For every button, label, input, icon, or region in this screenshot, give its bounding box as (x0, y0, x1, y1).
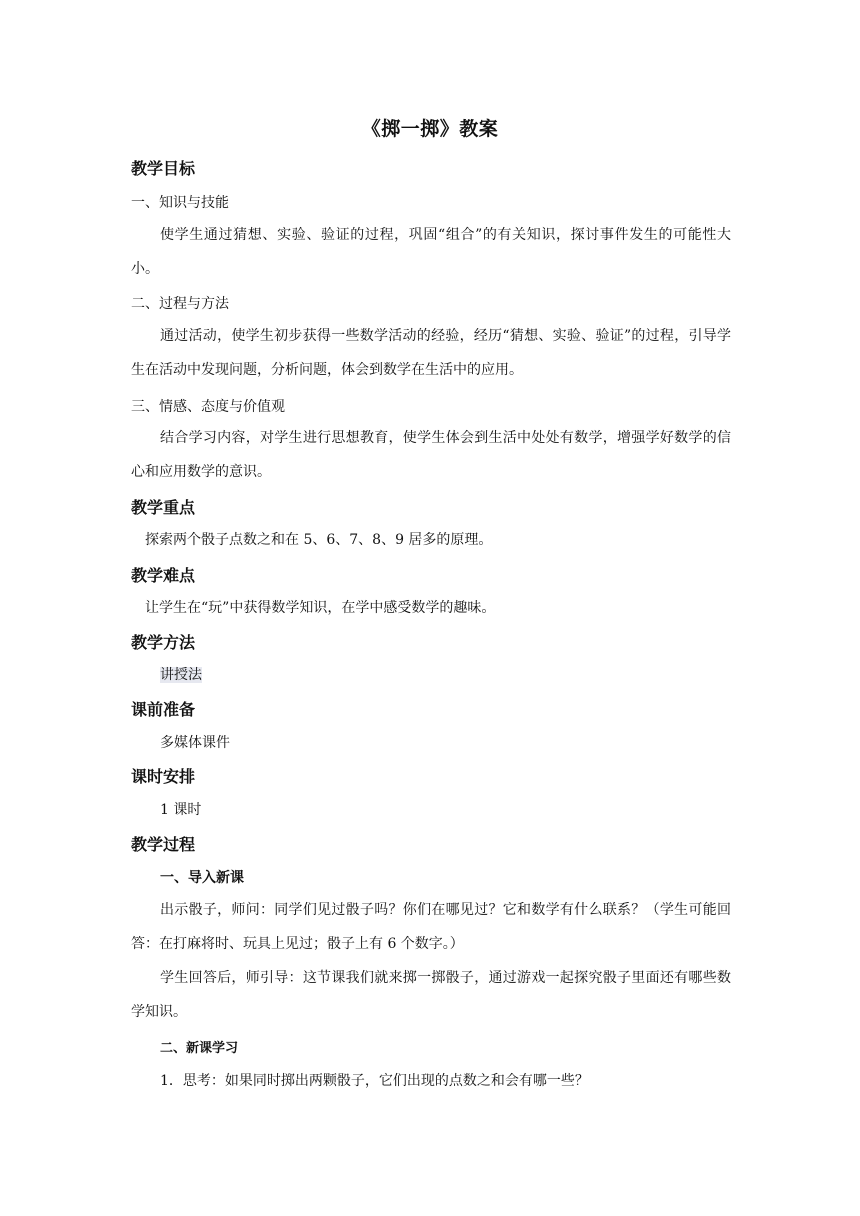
step1-paragraph-1: 出示骰子，师问：同学们见过骰子吗？你们在哪见过？它和数学有什么联系？（学生可能回答：在打麻将时、玩具上见过；骰子上有 6 个数字。） (131, 902, 731, 952)
heading-key-points: 教学重点 (131, 498, 196, 517)
difficulties-text: 让学生在“玩”中获得数学知识，在学中感受数学的趣味。 (145, 600, 496, 616)
schedule-text: 1 课时 (160, 802, 202, 818)
goal2-heading: 二、过程与方法 (131, 296, 229, 312)
heading-teaching-goals: 教学目标 (131, 159, 196, 178)
goal1-heading: 一、知识与技能 (131, 195, 229, 211)
heading-process: 教学过程 (131, 835, 196, 854)
heading-method: 教学方法 (131, 633, 196, 652)
heading-schedule: 课时安排 (131, 767, 196, 786)
step2-item-1: 1．思考：如果同时掷出两颗骰子，它们出现的点数之和会有哪一些？ (160, 1073, 589, 1089)
goal1-text: 使学生通过猜想、实验、验证的过程，巩固“组合”的有关知识，探讨事件发生的可能性大小。 (131, 227, 731, 277)
goal2-text: 通过活动，使学生初步获得一些数学活动的经验，经历“猜想、实验、验证”的过程，引导学生在活动中发现问题，分析问题，体会到数学在生活中的应用。 (131, 328, 731, 378)
preparation-text: 多媒体课件 (160, 735, 230, 751)
step2-heading: 二、新课学习 (160, 1041, 239, 1056)
goal3-text: 结合学习内容，对学生进行思想教育，使学生体会到生活中处处有数学，增强学好数学的信心和应用数学的意识。 (131, 430, 731, 480)
method-text: 讲授法 (160, 667, 202, 683)
step1-heading: 一、导入新课 (160, 870, 244, 886)
step1-paragraph-2: 学生回答后，师引导：这节课我们就来掷一掷骰子，通过游戏一起探究骰子里面还有哪些数学知识。 (131, 970, 731, 1020)
heading-difficulties: 教学难点 (131, 566, 196, 585)
document-title: 《掷一掷》教案 (361, 118, 499, 140)
key-points-text: 探索两个骰子点数之和在 5、6、7、8、9 居多的原理。 (145, 532, 493, 548)
method-line (160, 664, 202, 684)
heading-preparation: 课前准备 (131, 700, 196, 719)
goal3-heading: 三、情感、态度与价值观 (131, 399, 285, 415)
